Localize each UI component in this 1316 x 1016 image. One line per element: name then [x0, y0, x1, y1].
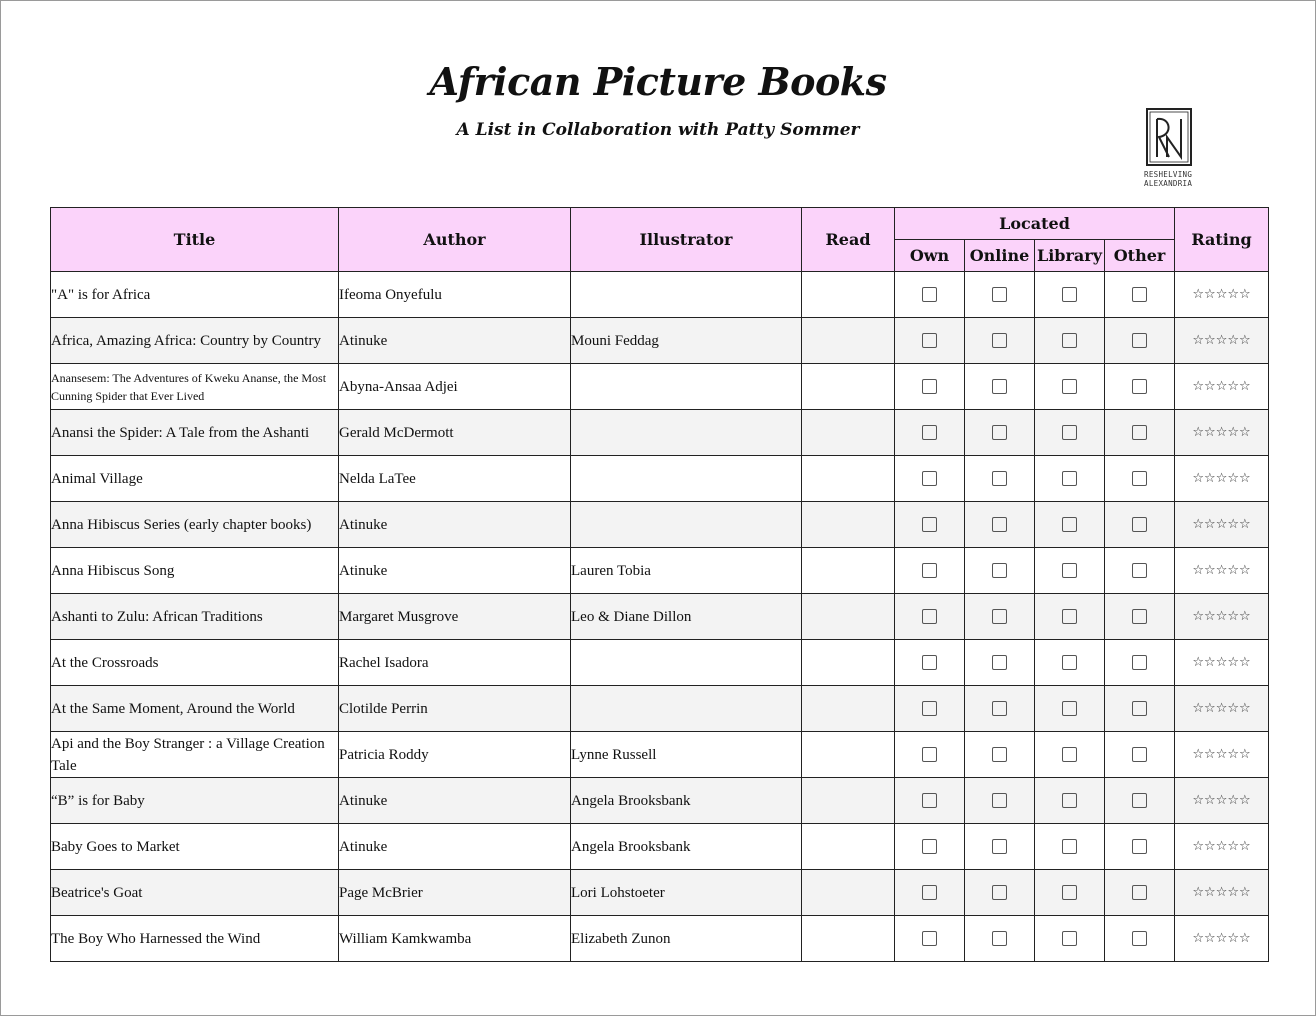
- other-checkbox[interactable]: [1132, 517, 1147, 532]
- header-located: Located: [895, 208, 1175, 240]
- read-cell[interactable]: [802, 594, 895, 640]
- header-own: Own: [895, 240, 965, 272]
- table-row: [51, 272, 1269, 318]
- rating-stars[interactable]: ☆☆☆☆☆: [1175, 870, 1269, 916]
- library-cell: [1035, 548, 1105, 594]
- library-cell: [1035, 456, 1105, 502]
- books-table: [50, 207, 1269, 962]
- library-cell: [1035, 594, 1105, 640]
- online-cell: [965, 732, 1035, 778]
- online-cell: [965, 916, 1035, 962]
- book-title: Anansesem: The Adventures of Kweku Ananse, the Most Cunning Spider that Ever Lived: [51, 364, 339, 410]
- page-title: African Picture Books: [429, 59, 887, 104]
- rating-stars[interactable]: ☆☆☆☆☆: [1175, 548, 1269, 594]
- online-checkbox[interactable]: [992, 609, 1007, 624]
- own-checkbox[interactable]: [922, 471, 937, 486]
- online-checkbox[interactable]: [992, 839, 1007, 854]
- book-author: Atinuke: [339, 318, 571, 364]
- own-cell: [895, 778, 965, 824]
- rating-stars[interactable]: ☆☆☆☆☆: [1175, 824, 1269, 870]
- own-checkbox[interactable]: [922, 287, 937, 302]
- table-row: [51, 502, 1269, 548]
- read-cell[interactable]: [802, 824, 895, 870]
- books-table-body: [51, 272, 1269, 962]
- library-cell: [1035, 318, 1105, 364]
- book-author: Clotilde Perrin: [339, 686, 571, 732]
- online-cell: [965, 870, 1035, 916]
- other-cell: [1105, 824, 1175, 870]
- other-cell: [1105, 548, 1175, 594]
- book-author: Atinuke: [339, 548, 571, 594]
- own-cell: [895, 502, 965, 548]
- other-cell: [1105, 364, 1175, 410]
- logo-monogram-icon: [1145, 107, 1193, 167]
- library-checkbox[interactable]: [1062, 655, 1077, 670]
- own-cell: [895, 594, 965, 640]
- book-illustrator: [571, 272, 802, 318]
- library-checkbox[interactable]: [1062, 931, 1077, 946]
- book-author: Patricia Roddy: [339, 732, 571, 778]
- other-cell: [1105, 686, 1175, 732]
- other-checkbox[interactable]: [1132, 287, 1147, 302]
- own-checkbox[interactable]: [922, 931, 937, 946]
- rating-stars[interactable]: ☆☆☆☆☆: [1175, 686, 1269, 732]
- library-cell: [1035, 502, 1105, 548]
- other-cell: [1105, 410, 1175, 456]
- book-title: "A" is for Africa: [51, 272, 339, 318]
- own-checkbox[interactable]: [922, 839, 937, 854]
- own-cell: [895, 640, 965, 686]
- read-cell[interactable]: [802, 732, 895, 778]
- other-cell: [1105, 640, 1175, 686]
- other-checkbox[interactable]: [1132, 747, 1147, 762]
- other-checkbox[interactable]: [1132, 333, 1147, 348]
- own-checkbox[interactable]: [922, 379, 937, 394]
- read-cell[interactable]: [802, 410, 895, 456]
- book-author: Ifeoma Onyefulu: [339, 272, 571, 318]
- book-title: Anna Hibiscus Song: [51, 548, 339, 594]
- own-checkbox[interactable]: [922, 793, 937, 808]
- library-checkbox[interactable]: [1062, 885, 1077, 900]
- online-checkbox[interactable]: [992, 471, 1007, 486]
- own-cell: [895, 318, 965, 364]
- book-illustrator: [571, 364, 802, 410]
- own-cell: [895, 272, 965, 318]
- other-checkbox[interactable]: [1132, 701, 1147, 716]
- other-checkbox[interactable]: [1132, 425, 1147, 440]
- other-cell: [1105, 502, 1175, 548]
- book-illustrator: [571, 410, 802, 456]
- own-cell: [895, 824, 965, 870]
- book-title: “B” is for Baby: [51, 778, 339, 824]
- library-checkbox[interactable]: [1062, 425, 1077, 440]
- library-checkbox[interactable]: [1062, 517, 1077, 532]
- book-author: Abyna-Ansaa Adjei: [339, 364, 571, 410]
- book-title: At the Crossroads: [51, 640, 339, 686]
- rating-stars[interactable]: ☆☆☆☆☆: [1175, 318, 1269, 364]
- online-checkbox[interactable]: [992, 655, 1007, 670]
- online-checkbox[interactable]: [992, 885, 1007, 900]
- table-row: [51, 640, 1269, 686]
- book-title: Anna Hibiscus Series (early chapter books): [51, 502, 339, 548]
- library-checkbox[interactable]: [1062, 379, 1077, 394]
- read-cell[interactable]: [802, 686, 895, 732]
- library-checkbox[interactable]: [1062, 701, 1077, 716]
- read-cell[interactable]: [802, 916, 895, 962]
- online-checkbox[interactable]: [992, 517, 1007, 532]
- table-row: [51, 778, 1269, 824]
- book-author: Page McBrier: [339, 870, 571, 916]
- library-checkbox[interactable]: [1062, 609, 1077, 624]
- other-checkbox[interactable]: [1132, 793, 1147, 808]
- book-illustrator: Lauren Tobia: [571, 548, 802, 594]
- online-cell: [965, 640, 1035, 686]
- book-author: Rachel Isadora: [339, 640, 571, 686]
- other-cell: [1105, 732, 1175, 778]
- read-cell[interactable]: [802, 548, 895, 594]
- other-cell: [1105, 916, 1175, 962]
- library-checkbox[interactable]: [1062, 839, 1077, 854]
- book-author: Nelda LaTee: [339, 456, 571, 502]
- online-cell: [965, 548, 1035, 594]
- table-row: [51, 916, 1269, 962]
- own-cell: [895, 548, 965, 594]
- library-cell: [1035, 916, 1105, 962]
- table-row: [51, 870, 1269, 916]
- table-row: [51, 318, 1269, 364]
- other-checkbox[interactable]: [1132, 471, 1147, 486]
- header-read: Read: [802, 208, 895, 272]
- online-checkbox[interactable]: [992, 793, 1007, 808]
- own-checkbox[interactable]: [922, 333, 937, 348]
- other-cell: [1105, 870, 1175, 916]
- own-checkbox[interactable]: [922, 517, 937, 532]
- book-title: Ashanti to Zulu: African Traditions: [51, 594, 339, 640]
- library-checkbox[interactable]: [1062, 287, 1077, 302]
- other-checkbox[interactable]: [1132, 563, 1147, 578]
- library-checkbox[interactable]: [1062, 563, 1077, 578]
- online-checkbox[interactable]: [992, 287, 1007, 302]
- online-checkbox[interactable]: [992, 747, 1007, 762]
- table-row: [51, 548, 1269, 594]
- library-checkbox[interactable]: [1062, 747, 1077, 762]
- own-cell: [895, 916, 965, 962]
- own-checkbox[interactable]: [922, 701, 937, 716]
- own-checkbox[interactable]: [922, 563, 937, 578]
- online-cell: [965, 594, 1035, 640]
- rating-stars[interactable]: ☆☆☆☆☆: [1175, 778, 1269, 824]
- own-cell: [895, 456, 965, 502]
- own-cell: [895, 686, 965, 732]
- book-illustrator: Lynne Russell: [571, 732, 802, 778]
- online-cell: [965, 318, 1035, 364]
- own-checkbox[interactable]: [922, 609, 937, 624]
- library-cell: [1035, 870, 1105, 916]
- own-checkbox[interactable]: [922, 885, 937, 900]
- read-cell[interactable]: [802, 272, 895, 318]
- own-checkbox[interactable]: [922, 655, 937, 670]
- book-title: The Boy Who Harnessed the Wind: [51, 916, 339, 962]
- other-checkbox[interactable]: [1132, 839, 1147, 854]
- library-cell: [1035, 272, 1105, 318]
- read-cell[interactable]: [802, 318, 895, 364]
- online-checkbox[interactable]: [992, 333, 1007, 348]
- online-cell: [965, 410, 1035, 456]
- book-illustrator: [571, 502, 802, 548]
- other-checkbox[interactable]: [1132, 931, 1147, 946]
- rating-stars[interactable]: ☆☆☆☆☆: [1175, 456, 1269, 502]
- book-illustrator: [571, 640, 802, 686]
- online-cell: [965, 272, 1035, 318]
- other-cell: [1105, 318, 1175, 364]
- book-illustrator: Angela Brooksbank: [571, 778, 802, 824]
- library-cell: [1035, 410, 1105, 456]
- rating-stars[interactable]: ☆☆☆☆☆: [1175, 640, 1269, 686]
- book-author: Atinuke: [339, 502, 571, 548]
- table-row: [51, 686, 1269, 732]
- header-title: Title: [51, 208, 339, 272]
- online-checkbox[interactable]: [992, 425, 1007, 440]
- other-checkbox[interactable]: [1132, 609, 1147, 624]
- library-checkbox[interactable]: [1062, 333, 1077, 348]
- read-cell[interactable]: [802, 870, 895, 916]
- own-checkbox[interactable]: [922, 425, 937, 440]
- book-title: Anansi the Spider: A Tale from the Ashanti: [51, 410, 339, 456]
- rating-stars[interactable]: ☆☆☆☆☆: [1175, 594, 1269, 640]
- rating-stars[interactable]: ☆☆☆☆☆: [1175, 272, 1269, 318]
- header-other: Other: [1105, 240, 1175, 272]
- other-checkbox[interactable]: [1132, 379, 1147, 394]
- online-checkbox[interactable]: [992, 563, 1007, 578]
- library-cell: [1035, 824, 1105, 870]
- reshelving-alexandria-logo: [1141, 107, 1197, 195]
- library-cell: [1035, 640, 1105, 686]
- logo-text-line1: RESHELVING: [1144, 170, 1193, 179]
- table-row: [51, 594, 1269, 640]
- logo-text-line2: ALEXANDRIA: [1144, 179, 1193, 188]
- online-cell: [965, 502, 1035, 548]
- own-cell: [895, 364, 965, 410]
- library-cell: [1035, 364, 1105, 410]
- rating-stars[interactable]: ☆☆☆☆☆: [1175, 502, 1269, 548]
- book-illustrator: Lori Lohstoeter: [571, 870, 802, 916]
- table-row: [51, 732, 1269, 778]
- header-library: Library: [1035, 240, 1105, 272]
- online-cell: [965, 686, 1035, 732]
- book-title: Beatrice's Goat: [51, 870, 339, 916]
- rating-stars[interactable]: ☆☆☆☆☆: [1175, 410, 1269, 456]
- book-author: Atinuke: [339, 778, 571, 824]
- own-cell: [895, 732, 965, 778]
- read-cell[interactable]: [802, 502, 895, 548]
- read-cell[interactable]: [802, 456, 895, 502]
- other-cell: [1105, 456, 1175, 502]
- read-cell[interactable]: [802, 778, 895, 824]
- book-author: Atinuke: [339, 824, 571, 870]
- book-illustrator: Leo & Diane Dillon: [571, 594, 802, 640]
- table-row: [51, 410, 1269, 456]
- book-author: Gerald McDermott: [339, 410, 571, 456]
- read-cell[interactable]: [802, 640, 895, 686]
- online-cell: [965, 778, 1035, 824]
- header-rating: Rating: [1175, 208, 1269, 272]
- other-checkbox[interactable]: [1132, 655, 1147, 670]
- book-illustrator: Elizabeth Zunon: [571, 916, 802, 962]
- book-title: Africa, Amazing Africa: Country by Country: [51, 318, 339, 364]
- book-illustrator: Mouni Feddag: [571, 318, 802, 364]
- book-illustrator: [571, 686, 802, 732]
- online-checkbox[interactable]: [992, 379, 1007, 394]
- header-online: Online: [965, 240, 1035, 272]
- own-cell: [895, 410, 965, 456]
- book-title: Api and the Boy Stranger : a Village Creation Tale: [51, 732, 339, 778]
- own-checkbox[interactable]: [922, 747, 937, 762]
- library-cell: [1035, 732, 1105, 778]
- library-checkbox[interactable]: [1062, 471, 1077, 486]
- online-cell: [965, 824, 1035, 870]
- other-checkbox[interactable]: [1132, 885, 1147, 900]
- table-row: [51, 456, 1269, 502]
- book-title: Animal Village: [51, 456, 339, 502]
- online-cell: [965, 364, 1035, 410]
- book-title: Baby Goes to Market: [51, 824, 339, 870]
- other-cell: [1105, 594, 1175, 640]
- header-author: Author: [339, 208, 571, 272]
- other-cell: [1105, 778, 1175, 824]
- rating-stars[interactable]: ☆☆☆☆☆: [1175, 732, 1269, 778]
- book-title: At the Same Moment, Around the World: [51, 686, 339, 732]
- rating-stars[interactable]: ☆☆☆☆☆: [1175, 916, 1269, 962]
- book-illustrator: Angela Brooksbank: [571, 824, 802, 870]
- read-cell[interactable]: [802, 364, 895, 410]
- own-cell: [895, 870, 965, 916]
- library-cell: [1035, 686, 1105, 732]
- book-author: William Kamkwamba: [339, 916, 571, 962]
- table-row: [51, 364, 1269, 410]
- header-illustrator: Illustrator: [571, 208, 802, 272]
- online-checkbox[interactable]: [992, 931, 1007, 946]
- other-cell: [1105, 272, 1175, 318]
- online-cell: [965, 456, 1035, 502]
- book-author: Margaret Musgrove: [339, 594, 571, 640]
- table-row: [51, 824, 1269, 870]
- online-checkbox[interactable]: [992, 701, 1007, 716]
- library-cell: [1035, 778, 1105, 824]
- library-checkbox[interactable]: [1062, 793, 1077, 808]
- rating-stars[interactable]: ☆☆☆☆☆: [1175, 364, 1269, 410]
- page-subtitle: A List in Collaboration with Patty Sommer: [456, 120, 860, 140]
- book-illustrator: [571, 456, 802, 502]
